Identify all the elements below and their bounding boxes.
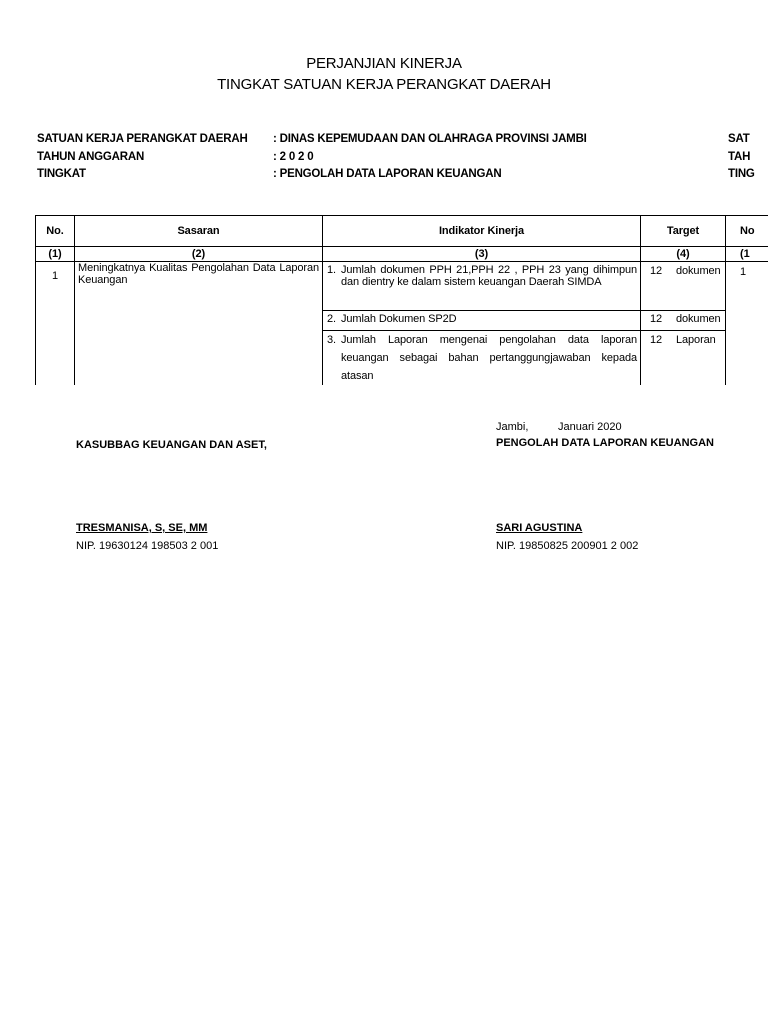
page-title: PERJANJIAN KINERJA (306, 55, 462, 72)
left-signatory-name: TRESMANISA, S, SE, MM (76, 522, 208, 534)
target-cell (641, 311, 726, 331)
column-header-sasaran: Sasaran (75, 216, 323, 247)
row-sasaran: Meningkatnya Kualitas Pengolahan Data Laporan Keuangan (75, 262, 323, 386)
target-qty: 12 (650, 313, 663, 325)
row-number: 1 (36, 262, 75, 386)
info-value: : DINAS KEPEMUDAAN DAN OLAHRAGA PROVINSI JAMBI (273, 133, 587, 145)
target-cell (641, 262, 726, 311)
column-index: (1 (726, 247, 768, 262)
target-qty: 12 (650, 265, 663, 277)
info-value: : 2 0 2 0 (273, 151, 314, 163)
right-signatory-nip: NIP. 19850825 200901 2 002 (496, 540, 639, 552)
indicator-cell (323, 311, 641, 331)
target-qty: 12 (650, 334, 663, 346)
right-signatory-name: SARI AGUSTINA (496, 522, 583, 534)
indicator-cell (323, 331, 641, 386)
column-index: (4) (641, 247, 726, 262)
signature-date: Januari 2020 (558, 421, 622, 433)
info-label: SATUAN KERJA PERANGKAT DAERAH (37, 133, 248, 145)
target-unit: dokumen (676, 313, 721, 325)
indicator-text: Jumlah Laporan mengenai pengolahan data laporan keuangan sebagai bahan pertanggungjawaban kepada atasan (341, 334, 637, 382)
info-label: TINGKAT (37, 168, 86, 180)
table-header-row (36, 216, 768, 247)
table-index-row (36, 247, 768, 262)
page-subtitle: TINGKAT SATUAN KERJA PERANGKAT DAERAH (217, 76, 551, 93)
target-unit: Laporan (676, 334, 716, 346)
info-overflow-text: TAH (728, 151, 751, 163)
info-value: : PENGOLAH DATA LAPORAN KEUANGAN (273, 168, 502, 180)
indicator-text: Jumlah dokumen PPH 21,PPH 22 , PPH 23 yang dihimpun dan dientry ke dalam sistem keuangan Daerah SIMDA (341, 264, 637, 288)
target-cell (641, 331, 726, 386)
column-index: (3) (323, 247, 641, 262)
info-label: TAHUN ANGGARAN (37, 151, 145, 163)
indicator-number: 3. (327, 334, 336, 346)
signature-place: Jambi, (496, 421, 529, 433)
target-unit: dokumen (676, 265, 721, 277)
overflow-cell: 1 (726, 262, 768, 386)
left-signatory-nip: NIP. 19630124 198503 2 001 (76, 540, 219, 552)
performance-table (35, 215, 768, 385)
indicator-number: 2. (327, 313, 336, 325)
left-signatory-title: KASUBBAG KEUANGAN DAN ASET, (76, 439, 267, 451)
indicator-cell (323, 262, 641, 311)
column-index: (2) (75, 247, 323, 262)
indicator-text: Jumlah Dokumen SP2D (341, 313, 457, 325)
column-header-overflow: No (726, 216, 768, 247)
info-overflow-text: TING (728, 168, 755, 180)
column-header-no: No. (36, 216, 75, 247)
right-signatory-title: PENGOLAH DATA LAPORAN KEUANGAN (496, 437, 714, 449)
info-overflow-text: SAT (728, 133, 750, 145)
column-header-indikator: Indikator Kinerja (323, 216, 641, 247)
column-index: (1) (36, 247, 75, 262)
performance-table-wrapper (35, 215, 768, 385)
column-header-target: Target (641, 216, 726, 247)
indicator-number: 1. (327, 264, 336, 276)
table-row (36, 262, 768, 311)
